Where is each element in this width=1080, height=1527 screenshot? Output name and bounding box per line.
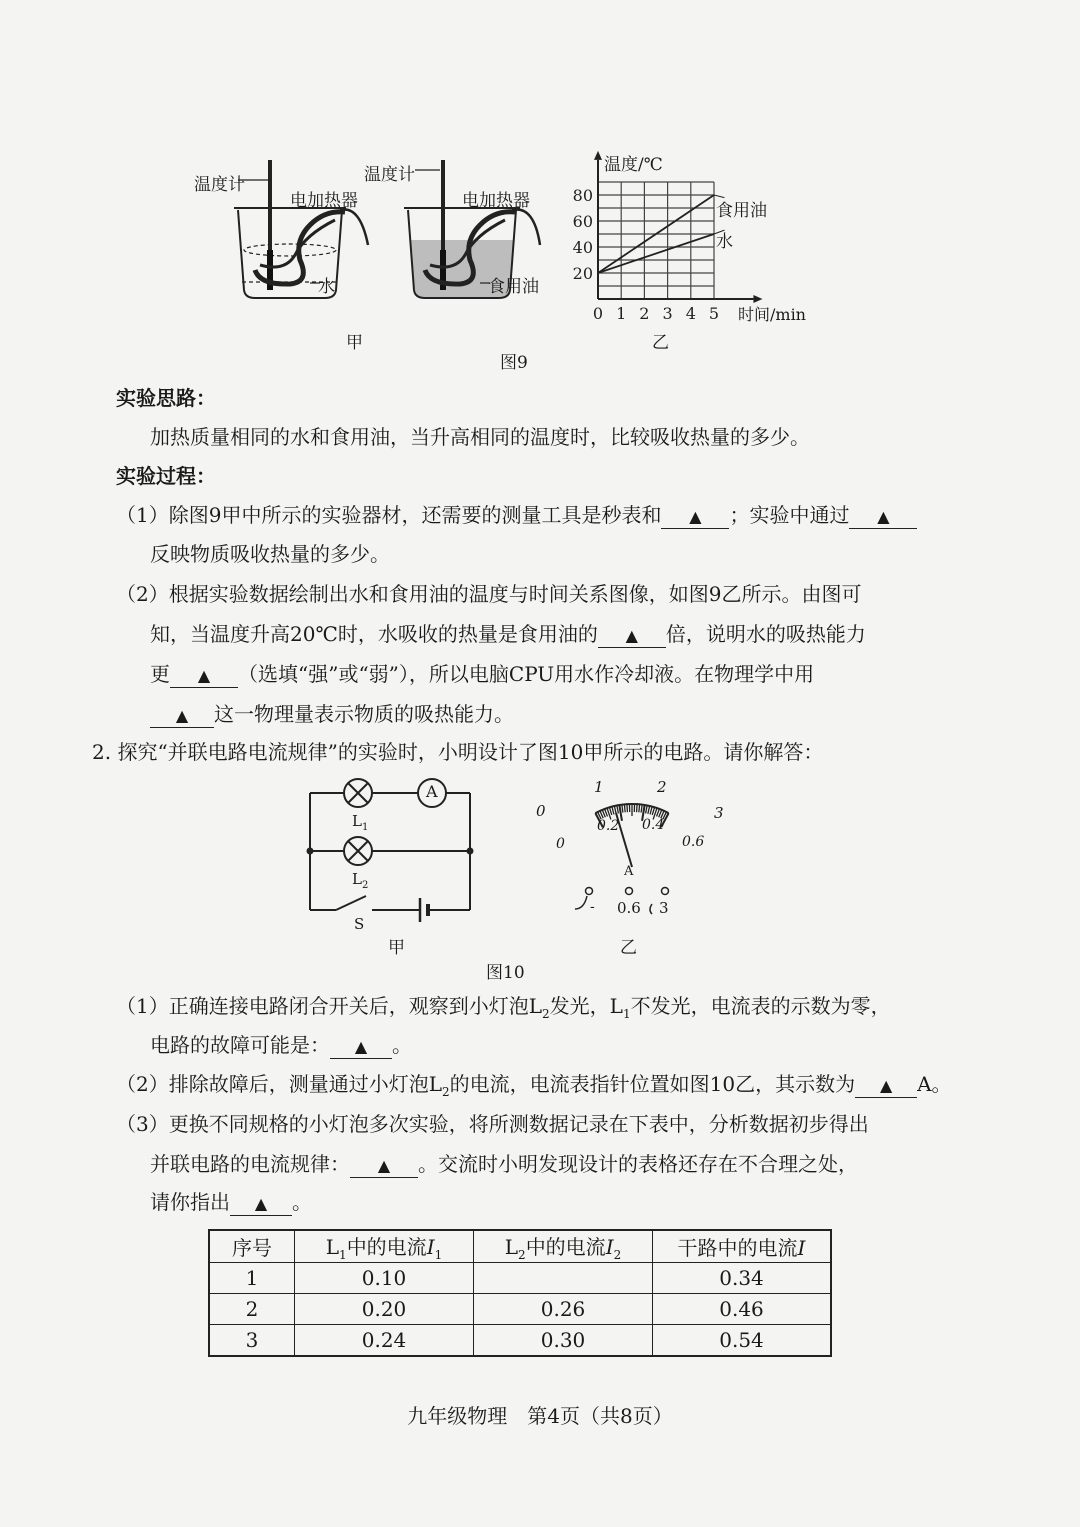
l1-label: $L_1$: [352, 812, 369, 833]
s2-q2-blank[interactable]: ▲: [855, 1075, 917, 1098]
dial-tick: [646, 805, 648, 813]
fig9-caption: 图9: [500, 353, 528, 373]
y-axis-arrow: [594, 151, 602, 160]
dial-tick: [609, 807, 611, 815]
s2-q3-line1: （3）更换不同规格的小灯泡多次实验，将所测数据记录在下表中，分析数据初步得出: [116, 1112, 869, 1136]
s1-q2-text-b: 知，当温度升高20℃时，水吸收的热量是食用油的: [150, 622, 598, 646]
s2-intro: 2. 探究“并联电路电流规律”的实验时，小明设计了图10甲所示的电路。请你解答：: [92, 740, 824, 764]
chart-ylabel: 温度/℃: [604, 155, 663, 175]
process-heading: 实验过程：: [116, 464, 216, 488]
ammeter-label: A: [426, 782, 438, 801]
water-label: 水: [318, 277, 335, 297]
dial-tick: [624, 804, 625, 812]
table-row: 1 0.10 0.34: [209, 1263, 831, 1294]
dial-tick: [612, 807, 614, 815]
terminal-3: [662, 888, 669, 895]
figure-9: [0, 0, 1080, 380]
series-water-label: 水: [716, 232, 733, 252]
temperature-time-chart: [573, 151, 763, 323]
terminal-negative: [586, 888, 593, 895]
fig10-caption: 图10: [486, 963, 525, 983]
header-l1-current: $L_1$中的电流$I_1$: [295, 1230, 474, 1263]
y-tick-label: 60: [572, 212, 593, 231]
beaker-water-apparatus: [234, 160, 368, 298]
series-line-water: [598, 234, 714, 273]
table-header-row: [209, 1230, 831, 1263]
header-main-current: 干路中的电流I: [653, 1230, 832, 1263]
table-row: 2 0.20 0.26 0.46: [209, 1294, 831, 1325]
s1-q2-text-a: （2）根据实验数据绘制出水和食用油的温度与时间关系图像，如图9乙所示。由图可: [116, 582, 862, 606]
y-tick-label: 20: [572, 264, 593, 283]
series-oil-label: 食用油: [716, 201, 767, 221]
s1-q2-line2: [150, 620, 866, 648]
x-tick-label: 5: [708, 304, 720, 323]
dial-tick: [622, 805, 623, 813]
switch-s: [336, 896, 366, 910]
dial-top-0: 0: [536, 802, 546, 820]
x-tick-label: 2: [639, 304, 650, 323]
dial-tick: [637, 804, 638, 812]
s1-q2-text-f: 这一物理量表示物质的吸热能力。: [214, 702, 514, 726]
heater-label-1: 电加热器: [290, 191, 358, 211]
dial-tick: [617, 805, 619, 813]
s1-q2-text-e: （选填“强”或“弱”），所以电脑CPU用水作冷却液。在物理学中用: [238, 662, 815, 686]
dial-tick: [614, 806, 616, 814]
s1-q2-blank-3[interactable]: ▲: [150, 705, 214, 728]
dial-tick: [639, 804, 640, 812]
dial-bottom-0-4: 0.4: [642, 817, 665, 833]
header-index: 序号: [209, 1230, 295, 1263]
s2-q3-line2: 并联电路的电流规律： ▲ 。交流时小明发现设计的表格还存在不合理之处，: [150, 1152, 858, 1176]
s2-q3-blank-2[interactable]: ▲: [230, 1193, 292, 1216]
s1-q2-line3: [150, 660, 814, 688]
thermometer-label-2: 温度计: [364, 165, 415, 185]
dial-tick: [627, 804, 628, 812]
thermometer-label-1: 温度计: [194, 175, 245, 195]
terminal-label-negative: -: [590, 899, 595, 915]
s1-q1-line1: [116, 501, 917, 529]
dial-bottom-0: 0: [556, 836, 565, 852]
terminal-label-3: 3: [659, 899, 669, 917]
header-l2-current: $L_2$中的电流$I_2$: [474, 1230, 653, 1263]
dial-bottom-0-6: 0.6: [682, 834, 705, 850]
fig9-sublabel-yi: 乙: [652, 333, 669, 353]
dial-tick: [652, 807, 654, 815]
s2-q1-line2: 电路的故障可能是： ▲ 。: [150, 1033, 412, 1057]
page-footer: 九年级物理 第4页（共8页）: [407, 1404, 673, 1428]
bulb-l2: [344, 837, 372, 865]
y-tick-label: 80: [572, 186, 593, 205]
idea-text: 加热质量相同的水和食用油，当升高相同的温度时，比较吸收热量的多少。: [150, 425, 810, 449]
dial-top-3: 3: [714, 804, 724, 822]
s2-q1-line1: （1）正确连接电路闭合开关后，观察到小灯泡$L_2$发光，$L_1$不发光，电流表的示数为零，: [116, 994, 891, 1021]
dial-tick: [641, 805, 642, 813]
heater-label-2: 电加热器: [462, 191, 530, 211]
idea-heading: 实验思路：: [116, 386, 216, 410]
y-tick-label: 40: [572, 238, 593, 257]
s2-q2-line: （2）排除故障后，测量通过小灯泡$L_2$的电流，电流表指针位置如图10乙，其示数为 ▲ A。: [116, 1072, 952, 1099]
fig10-sublabel-jia: 甲: [388, 938, 405, 958]
s1-q1-text-b: ；实验中通过: [729, 503, 850, 527]
l2-label: $L_2$: [352, 870, 369, 891]
x-tick-label: 4: [685, 304, 696, 323]
dial-tick: [650, 807, 652, 815]
s1-q2-text-d: 更: [150, 662, 170, 686]
s2-q1-blank[interactable]: ▲: [330, 1036, 392, 1059]
s1-q1-blank-1[interactable]: ▲: [661, 506, 729, 529]
table-row: 3 0.24 0.30 0.54: [209, 1325, 831, 1357]
oil-label: 食用油: [488, 277, 539, 297]
terminal-0-6: [626, 888, 633, 895]
switch-label: S: [354, 915, 365, 933]
s1-q2-text-c: 倍，说明水的吸热能力: [665, 622, 866, 646]
current-data-table: [208, 1229, 832, 1357]
s1-q2-blank-2[interactable]: ▲: [170, 665, 238, 688]
s2-q3-line3: 请你指出 ▲ 。: [150, 1190, 312, 1214]
s1-q1-text-a: （1）除图9甲中所示的实验器材，还需要的测量工具是秒表和: [116, 503, 662, 527]
s1-q1-blank-2[interactable]: ▲: [849, 506, 917, 529]
s1-q2-blank-1[interactable]: ▲: [598, 625, 666, 648]
x-tick-label: 1: [616, 304, 627, 323]
dial-tick: [619, 805, 622, 821]
dial-bottom-0-2: 0.2: [597, 818, 620, 834]
chart-xlabel: 时间/min: [738, 305, 806, 324]
fig10-sublabel-yi: 乙: [620, 938, 637, 958]
s1-q1-text-c: 反映物质吸收热量的多少。: [150, 542, 390, 566]
x-tick-label: 0: [592, 304, 604, 323]
bulb-l1: [344, 779, 372, 807]
parallel-circuit: [308, 779, 473, 922]
dial-tick: [648, 806, 650, 814]
dial-unit: A: [624, 864, 634, 879]
x-tick-label: 3: [662, 304, 673, 323]
dial-top-1: 1: [594, 778, 604, 796]
terminal-label-0-6: 0.6: [617, 899, 641, 917]
dial-top-2: 2: [657, 778, 667, 796]
s1-q2-line4: [150, 700, 514, 728]
s2-q3-blank-1[interactable]: ▲: [350, 1155, 418, 1178]
fig9-sublabel-jia: 甲: [346, 333, 363, 353]
